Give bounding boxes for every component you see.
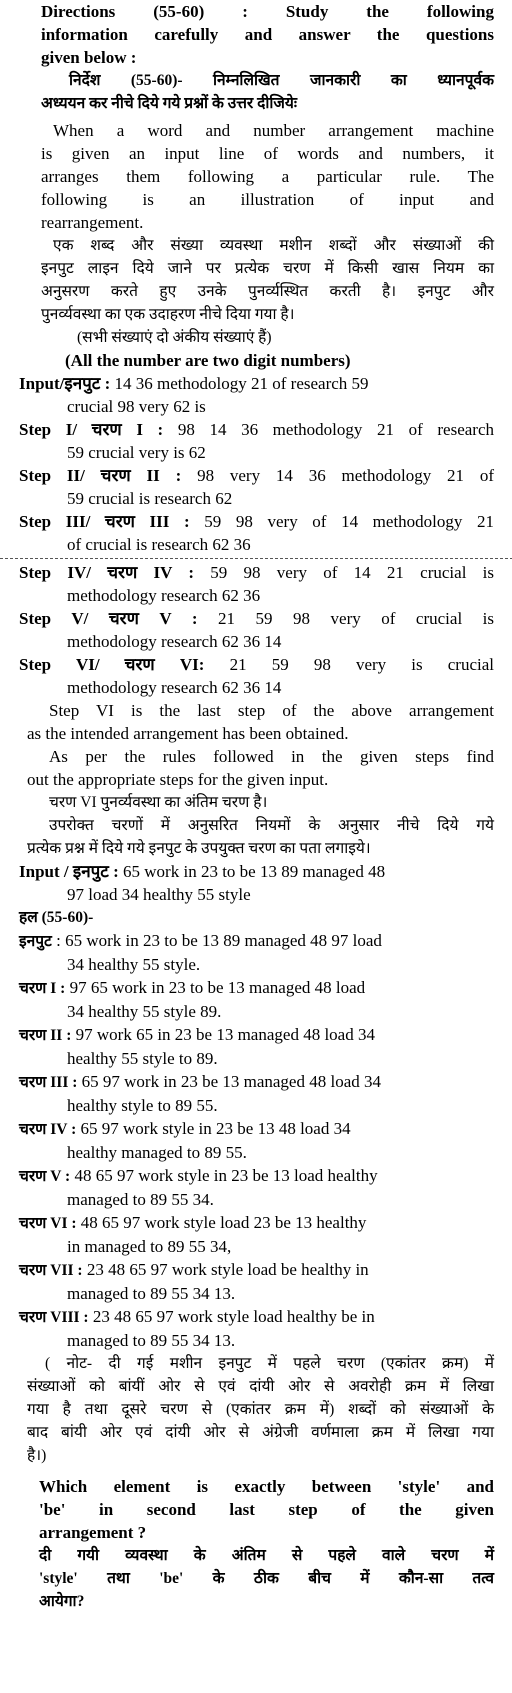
page-break-divider [0, 558, 512, 559]
solution-step-label: चरण I : [19, 980, 66, 997]
solution-step-line: 97 65 work in 23 to be 13 managed 48 load [69, 978, 366, 997]
solution-step-line: 65 97 work style in 23 be 13 48 load 34 [80, 1119, 351, 1138]
step-label: Step I/ चरण I : [19, 420, 164, 439]
solution-step-line: 34 healthy 55 style 89. [67, 1002, 222, 1021]
solution-step-label: चरण IV : [19, 1121, 77, 1138]
solution-step [19, 1164, 494, 1188]
example-step-4 [19, 561, 494, 584]
solution-step-line: 23 48 65 97 work style load be healthy in [86, 1260, 369, 1279]
note-hi-line: संख्याओं को बांयीं ओर से एवं दांयी ओर से अवरोही क्रम में लिखा [27, 1378, 494, 1395]
note-hi-line: गया है तथा दूसरे चरण से (एकांतर क्रम में) शब्दों को संख्याओं के [27, 1401, 494, 1418]
solution-step [19, 1117, 494, 1141]
step-label: Step VI/ चरण VI: [19, 655, 205, 674]
rules-hi-line: प्रत्येक प्रश्न में दिये गये इनपुट के उपयुक्त चरण का पता लगाइये। [27, 840, 371, 857]
solution-step-line: managed to 89 55 34 13. [67, 1331, 236, 1350]
step-label: Step IV/ चरण IV : [19, 563, 195, 582]
step-label: Step III/ चरण III : [19, 512, 190, 531]
step-line: 59 crucial very is 62 [67, 443, 206, 462]
input-label: Input/इनपुट : [19, 374, 111, 393]
step-label: Step II/ चरण II : [19, 466, 182, 485]
solution-step-label: चरण VIII : [19, 1309, 89, 1326]
solution-step-line: healthy 55 style to 89. [67, 1049, 218, 1068]
question-input [19, 860, 494, 906]
solution-step-label: चरण II : [19, 1027, 72, 1044]
example-step-2 [19, 464, 494, 487]
example-step-5 [19, 607, 494, 630]
example-arrangement-cont [19, 561, 494, 699]
rules-en-line: as the intended arrangement has been obtained. [27, 724, 349, 743]
input-line: crucial 98 very 62 is [67, 397, 206, 416]
step-line: methodology research 62 36 [67, 586, 261, 605]
intro-hi-line: एक शब्द और संख्या व्यवस्था मशीन शब्दों और संख्याओं की [53, 237, 494, 254]
rules-hi [19, 791, 494, 860]
intro-en-line: rearrangement. [41, 213, 144, 232]
question-hi-line: दी गयी व्यवस्था के अंतिम से पहले वाले चरण में [39, 1547, 494, 1564]
solution-step-line: 23 48 65 97 work style load healthy be in [92, 1307, 375, 1326]
step-line: 98 very 14 36 methodology 21 of [197, 466, 494, 485]
solution-step-line: 97 work 65 in 23 be 13 managed 48 load 34 [75, 1025, 375, 1044]
step-line: 21 59 98 very of crucial is [218, 609, 495, 628]
solution-step [19, 1070, 494, 1094]
step-line: 59 98 very of 14 21 crucial is [210, 563, 495, 582]
intro-en-line: following is an illustration of input and [41, 190, 494, 209]
solution-step-line: 48 65 97 work style in 23 be 13 load healthy [74, 1166, 378, 1185]
solution-heading: हल (55-60)- [19, 909, 94, 926]
solution-steps [19, 929, 494, 1352]
directions-en-line: Directions (55-60) : Study the following [41, 2, 494, 21]
example-input [19, 372, 494, 395]
two-digit-note: (All the number are two digit numbers) [65, 351, 351, 370]
step-line: 98 14 36 methodology 21 of research [177, 420, 495, 439]
intro-en-line: arranges them following a particular rule. The [41, 167, 494, 186]
step-line: 59 98 very of 14 methodology 21 [204, 512, 495, 531]
solution-step-line: managed to 89 55 34. [67, 1190, 214, 1209]
solution-step-line: 48 65 97 work style load 23 be 13 healthy [80, 1213, 367, 1232]
rules-en-line: As per the rules followed in the given steps find [49, 747, 494, 766]
example-arrangement [19, 372, 494, 556]
solution-step-line: 65 work in 23 to be 13 89 managed 48 97 load [65, 931, 382, 950]
note-hi-line: बाद बांयी ओर एवं दांयी ओर से अंग्रेजी वर्णमाला क्रम में लिखा गया [27, 1424, 494, 1441]
solution-step [19, 1258, 494, 1282]
question-input-label: Input / इनपुट : [19, 862, 119, 881]
solution-step-label: चरण VII : [19, 1262, 83, 1279]
solution-step [19, 1023, 494, 1047]
intro-hi-line: इनपुट लाइन दिये जाने पर प्रत्येक चरण में किसी खास नियम का [41, 260, 494, 277]
directions-en-line: given below : [41, 48, 137, 67]
directions-hi-line: अध्ययन कर नीचे दिये गये प्रश्नों के उत्तर दीजियेः [41, 95, 298, 112]
rules-en [19, 699, 494, 791]
question-hi-line: आयेगा? [39, 1593, 85, 1610]
intro-en-line: When a word and number arrangement machine [53, 121, 494, 140]
question-hi-line: 'style' तथा 'be' के ठीक बीच में कौन-सा तत्व [39, 1570, 494, 1587]
directions-en-line: information carefully and answer the questions [41, 25, 494, 44]
example-step-6 [19, 653, 494, 676]
solution-step-label: चरण III : [19, 1074, 78, 1091]
note-hi [19, 1352, 494, 1467]
step-line: methodology research 62 36 14 [67, 632, 282, 651]
solution-step [19, 1305, 494, 1329]
input-line: 14 36 methodology 21 of research 59 [114, 374, 369, 393]
step-label: Step V/ चरण V : [19, 609, 198, 628]
solution-step [19, 1211, 494, 1235]
solution-step-line: 65 97 work in 23 be 13 managed 48 load 34 [81, 1072, 381, 1091]
intro-en-line: is given an input line of words and numbers, it [41, 144, 494, 163]
solution-step-separator: : [51, 931, 66, 950]
rules-en-line: Step VI is the last step of the above arrangement [49, 701, 494, 720]
solution-step-line: healthy managed to 89 55. [67, 1143, 247, 1162]
solution-step-line: healthy style to 89 55. [67, 1096, 218, 1115]
note-hi-line: है।) [27, 1447, 47, 1464]
rules-hi-line: उपरोक्त चरणों में अनुसरित नियमों के अनुसार नीचे दिये गये [49, 817, 494, 834]
note-hi-line: ( नोट- दी गई मशीन इनपुट में पहले चरण (एकांतर क्रम) में [45, 1355, 494, 1372]
rules-hi-line: चरण VI पुनर्व्यवस्था का अंतिम चरण है। [49, 794, 268, 811]
intro-hi-line: पुनर्व्यवस्था का एक उदाहरण नीचे दिया गया है। [41, 306, 295, 323]
solution-step-label: चरण VI : [19, 1215, 77, 1232]
step-line: 21 59 98 very is crucial [229, 655, 495, 674]
step-line: 59 crucial is research 62 [67, 489, 233, 508]
directions-hi [19, 69, 494, 115]
intro-hi [19, 234, 494, 349]
solution-step-label: इनपुट [19, 933, 52, 950]
solution-step-line: in managed to 89 55 34, [67, 1237, 232, 1256]
example-step-3 [19, 510, 494, 533]
solution-step-label: चरण V : [19, 1168, 71, 1185]
intro-hi-line: (सभी संख्याएं दो अंकीय संख्याएं हैं) [77, 329, 272, 346]
question-en-line: 'be' in second last step of the given [39, 1500, 494, 1519]
question [19, 1475, 494, 1613]
question-input-line [19, 860, 494, 883]
solution-step-line: 34 healthy 55 style. [67, 955, 201, 974]
intro-en [19, 119, 494, 234]
question-en-line: Which element is exactly between 'style' and [39, 1477, 494, 1496]
question-input-line: 97 load 34 healthy 55 style [67, 885, 251, 904]
solution-step [19, 929, 494, 953]
directions-en [19, 0, 494, 69]
solution-step [19, 976, 494, 1000]
solution-step-line: managed to 89 55 34 13. [67, 1284, 236, 1303]
intro-hi-line: अनुसरण करते हुए उनके पुनर्व्यस्थित करती है। इनपुट और [41, 283, 494, 300]
directions-hi-line: निर्देश (55-60)- निम्नलिखित जानकारी का ध्यानपूर्वक [69, 72, 494, 89]
question-en-line: arrangement ? [39, 1523, 147, 1542]
step-line: of crucial is research 62 36 [67, 535, 251, 554]
example-step-1 [19, 418, 494, 441]
step-line: methodology research 62 36 14 [67, 678, 282, 697]
rules-en-line: out the appropriate steps for the given input. [27, 770, 329, 789]
question-input-text: 65 work in 23 to be 13 89 managed 48 [123, 862, 386, 881]
